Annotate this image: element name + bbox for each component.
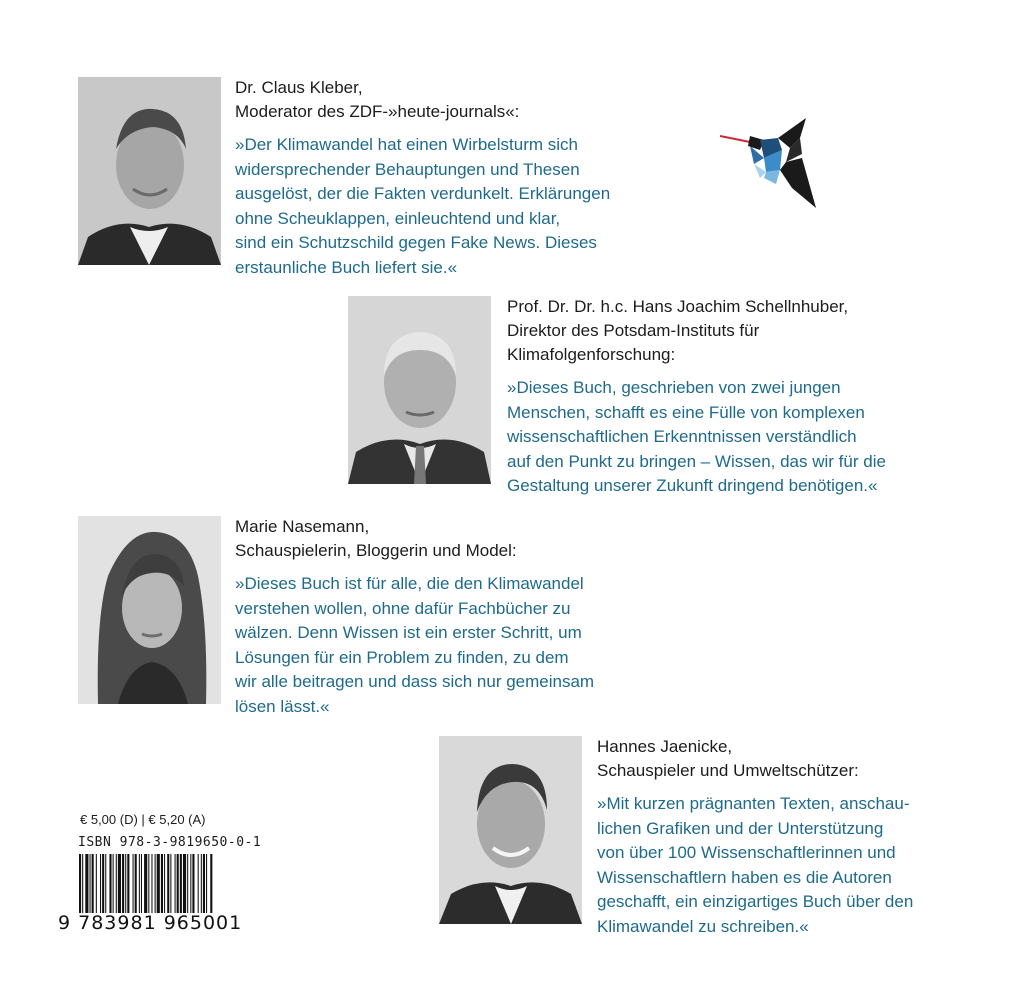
quote-line: Lösungen für ein Problem zu finden, zu dem <box>235 647 569 667</box>
person-name: Hannes Jaenicke, <box>597 737 733 756</box>
person-role: Moderator des ZDF-»heute-journals«: <box>235 102 520 121</box>
portrait-photo-kleber <box>78 77 221 265</box>
testimonial-nasemann <box>235 515 594 719</box>
quote-line: wissenschaftlichen Erkenntnissen verständlich <box>507 427 857 446</box>
quote-line: wir alle beitragen und dass sich nur gemeinsam <box>235 672 595 691</box>
quote-line: Menschen, schafft es eine Fülle von komplexen <box>507 402 865 422</box>
person-role: Schauspielerin, Bloggerin und Model: <box>235 541 517 560</box>
isbn-label: ISBN 978-3-9819650-0-1 <box>78 835 262 850</box>
quote-line: Wissenschaftlern haben es die Autoren <box>597 867 892 887</box>
person-role: Klimafolgenforschung: <box>507 345 676 364</box>
quote-line: verstehen wollen, ohne dafür Fachbücher zu <box>235 598 571 618</box>
barcode-digits: 9 783981 965001 <box>58 912 243 934</box>
testimonial-schellnhuber <box>507 295 886 499</box>
quote-line: »Dieses Buch ist für alle, die den Klimawandel <box>235 574 584 593</box>
barcode-icon <box>78 854 278 920</box>
portrait-photo-jaenicke <box>439 736 582 924</box>
quote-line: von über 100 Wissenschaftlerinnen und <box>597 843 896 862</box>
hummingbird-logo-icon <box>720 118 818 210</box>
quote-line: ohne Scheuklappen, einleuchtend und klar, <box>235 208 561 228</box>
quote-line: erstaunliche Buch liefert sie.« <box>235 257 458 277</box>
quote-line: ausgelöst, der die Fakten verdunkelt. Erklärungen <box>235 184 611 203</box>
person-name: Prof. Dr. Dr. h.c. Hans Joachim Schellnhuber, <box>507 297 849 316</box>
person-quote <box>235 133 610 280</box>
quote-line: sind ein Schutzschild gegen Fake News. Dieses <box>235 233 597 252</box>
quote-line: »Mit kurzen prägnanten Texten, anschau- <box>597 794 910 813</box>
person-quote <box>597 792 913 939</box>
quote-line: Gestaltung unserer Zukunft dringend benötigen.« <box>507 476 878 495</box>
quote-line: »Dieses Buch, geschrieben von zwei jungen <box>507 378 841 397</box>
person-role: Schauspieler und Umweltschützer: <box>597 761 859 780</box>
person-quote <box>235 572 594 719</box>
person-name: Marie Nasemann, <box>235 517 370 536</box>
price-label: € 5,00 (D) | € 5,20 (A) <box>80 812 206 827</box>
testimonial-kleber <box>235 76 610 280</box>
quote-line: widersprechender Behauptungen und Thesen <box>235 159 580 179</box>
person-name: Dr. Claus Kleber, <box>235 78 363 97</box>
quote-line: »Der Klimawandel hat einen Wirbelsturm sich <box>235 135 578 154</box>
quote-line: lichen Grafiken und der Unterstützung <box>597 818 884 838</box>
quote-line: wälzen. Denn Wissen ist ein erster Schritt, um <box>235 623 582 642</box>
quote-line: auf den Punkt zu bringen – Wissen, das wir für die <box>507 451 886 471</box>
testimonial-jaenicke <box>597 735 913 939</box>
portrait-photo-nasemann <box>78 516 221 704</box>
quote-line: geschafft, ein einzigartiges Buch über den <box>597 892 914 911</box>
person-role: Direktor des Potsdam-Instituts für <box>507 321 760 340</box>
portrait-photo-schellnhuber <box>348 296 491 484</box>
quote-line: Klimawandel zu schreiben.« <box>597 916 809 936</box>
quote-line: lösen lässt.« <box>235 696 330 716</box>
person-quote <box>507 376 886 499</box>
